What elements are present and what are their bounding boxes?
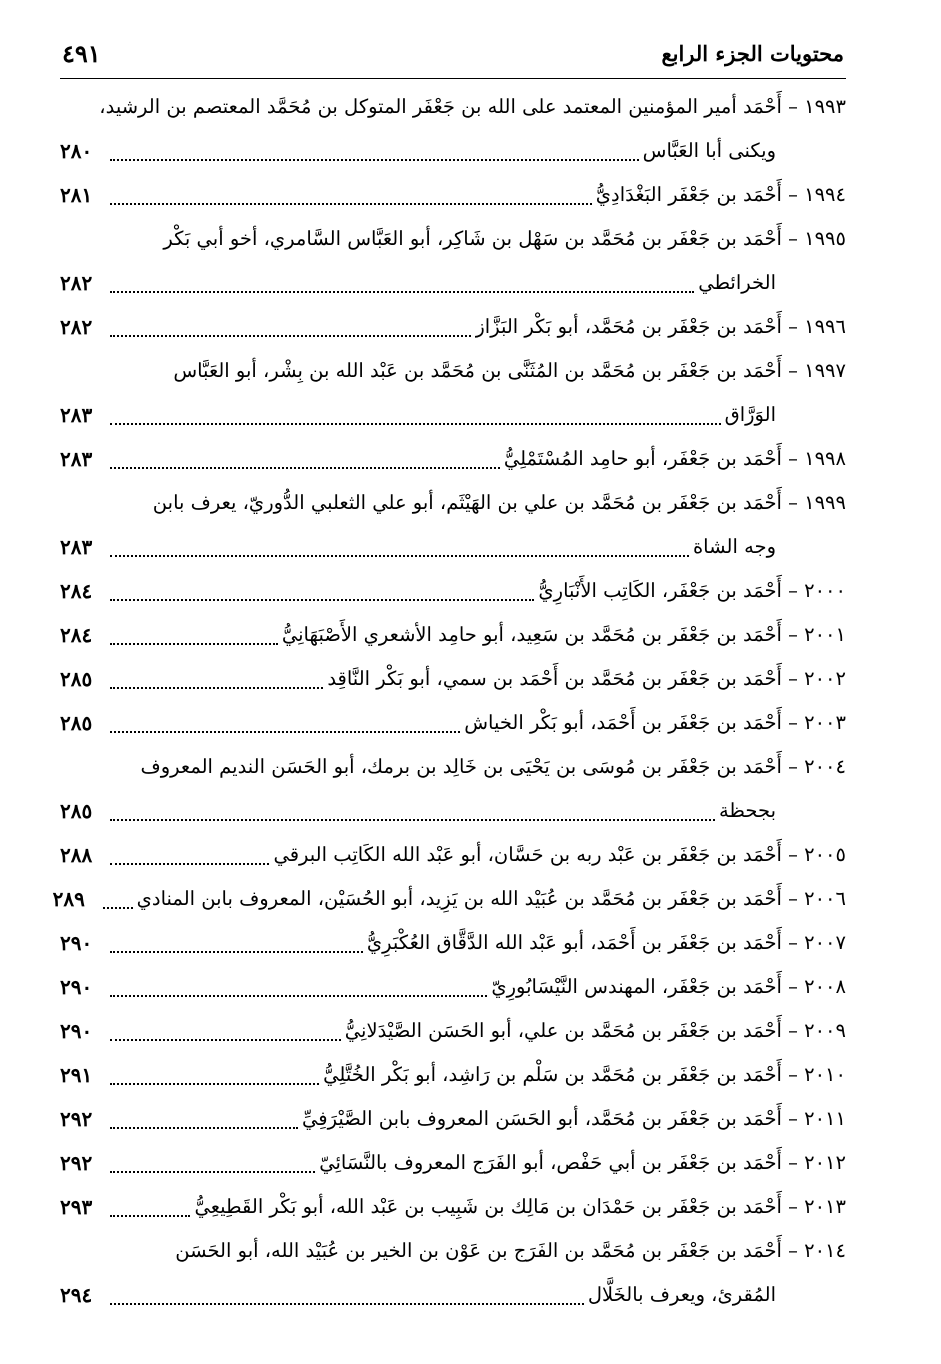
- toc-entry-text: وجه الشاة: [692, 535, 776, 558]
- dot-leader: [110, 863, 269, 865]
- toc-entry-line: [60, 437, 846, 481]
- toc-entry-page: ٢٩٠: [60, 975, 93, 999]
- dot-leader: [110, 599, 534, 601]
- toc-entry-line: [60, 173, 846, 217]
- header-title: محتويات الجزء الرابع: [661, 40, 844, 66]
- toc-entry: [60, 833, 846, 877]
- toc-entry-text: ٢٠٠٢ – أَحْمَد بن جَعْفَر بن مُحَمَّد بن أَحْمَد بن سمي، أبو بَكْر النَّاقِد: [327, 667, 846, 690]
- toc-entry-page: ٢٩١: [60, 1063, 93, 1087]
- toc-entry-page: ٢٨٤: [60, 623, 93, 647]
- toc-entry-line: [60, 1273, 846, 1317]
- dot-leader: [110, 423, 721, 425]
- toc-entry-text: الخرائطي: [698, 271, 776, 294]
- toc-entry-line: [60, 1097, 846, 1141]
- toc-entry-line: [60, 701, 846, 745]
- toc-entry: [60, 1009, 846, 1053]
- toc-entry-page: ٢٨٢: [60, 271, 93, 295]
- toc-entries: [52, 85, 846, 1317]
- dot-leader: [110, 1303, 584, 1305]
- toc-entry-page: ٢٨٥: [60, 667, 93, 691]
- toc-entry: [60, 1185, 846, 1229]
- toc-entry-page: ٢٨١: [60, 183, 93, 207]
- dot-leader: [110, 819, 715, 821]
- toc-entry-page: ٢٨٣: [60, 447, 93, 471]
- toc-entry-page: ٢٩٢: [60, 1151, 93, 1175]
- toc-entry-line: [60, 657, 846, 701]
- toc-entry-first-line: ٢٠٠٤ – أَحْمَد بن جَعْفَر بن مُوسَى بن يَحْيَى بن خَالِد بن برمك، أبو الحَسَن النديم المعروف: [140, 755, 846, 778]
- dot-leader: [110, 467, 500, 469]
- toc-entry-text: ١٩٩٦ – أَحْمَد بن جَعْفَر بن مُحَمَّد، أبو بَكْر البَزَّاز: [475, 315, 846, 338]
- toc-entry-text: ٢٠٠٦ – أَحْمَد بن جَعْفَر بن مُحَمَّد بن عُبَيْد الله بن يَزِيد، أبو الحُسَيْن، المعروف بابن المنادي: [136, 887, 846, 910]
- dot-leader: [110, 555, 689, 557]
- toc-entry: [60, 569, 846, 613]
- dot-leader: [103, 907, 133, 909]
- toc-entry-page: ٢٨٩: [52, 887, 85, 911]
- toc-entry-page: ٢٨٠: [60, 139, 93, 163]
- toc-entry: [60, 1053, 846, 1097]
- toc-entry: [60, 965, 846, 1009]
- toc-entry-line: [60, 921, 846, 965]
- toc-entry: [60, 657, 846, 701]
- toc-entry: [60, 921, 846, 965]
- toc-entry: [60, 1141, 846, 1185]
- toc-entry-text: الوَرَّاق: [724, 403, 776, 426]
- toc-entry-text: ٢٠٠١ – أَحْمَد بن جَعْفَر بن مُحَمَّد بن سَعِيد، أبو حامِد الأشعري الأَصْبَهَانِيُّ: [281, 623, 846, 646]
- toc-entry-first-line: ٢٠١٤ – أَحْمَد بن جَعْفَر بن مُحَمَّد بن الفَرَج بن عَوْن بن الخير بن عُبَيْد الله، أبو الحَسَن: [175, 1239, 846, 1262]
- dot-leader: [110, 159, 639, 161]
- dot-leader: [110, 1171, 315, 1173]
- header-page-number: ٤٩١: [62, 38, 101, 68]
- toc-entry-text: المُقرئ، ويعرف بالخَلَّال: [587, 1283, 776, 1306]
- toc-entry-line: [60, 833, 846, 877]
- toc-entry: [60, 701, 846, 745]
- toc-entry: [60, 1229, 846, 1317]
- dot-leader: [110, 203, 592, 205]
- toc-entry-text: ٢٠١٢ – أَحْمَد بن جَعْفَر بن أبي حَفْص، أبو الفَرَج المعروف بالنَّسَائِيّ: [319, 1151, 846, 1174]
- toc-entry-line: [60, 305, 846, 349]
- dot-leader: [110, 1215, 190, 1217]
- toc-entry-text: ويكنى أبا العَبَّاس: [642, 139, 776, 162]
- toc-entry-line: [60, 393, 846, 437]
- toc-entry: [60, 1097, 846, 1141]
- document-page: [52, 28, 846, 1317]
- toc-entry-line: [52, 877, 846, 921]
- toc-entry-first-line: ١٩٩٧ – أَحْمَد بن جَعْفَر بن مُحَمَّد بن المُثَنَّى بن مُحَمَّد بن عَبْد الله بن بِشْر، أبو العَبَّاس: [173, 359, 846, 382]
- toc-entry-text: ٢٠٠٧ – أَحْمَد بن جَعْفَر بن أَحْمَد، أبو عَبْد الله الدَّقَّاق العُكْبَرِيُّ: [366, 931, 846, 954]
- dot-leader: [110, 643, 278, 645]
- toc-entry-text: ٢٠٠٣ – أَحْمَد بن جَعْفَر بن أَحْمَد، أبو بَكْر الخياش: [464, 711, 846, 734]
- toc-entry-text: ٢٠١٠ – أَحْمَد بن جَعْفَر بن مُحَمَّد بن سَلْم بن رَاشِد، أبو بَكْر الخُتَّلِيُّ: [323, 1063, 846, 1086]
- dot-leader: [110, 687, 323, 689]
- toc-entry-first-line: ١٩٩٩ – أَحْمَد بن جَعْفَر بن مُحَمَّد بن علي بن الهَيْثَم، أبو علي الثعلبي الدُّوريّ، يعرف بابن: [152, 491, 846, 514]
- dot-leader: [110, 291, 694, 293]
- toc-entry-line: [60, 1185, 846, 1229]
- toc-entry-page: ٢٩٤: [60, 1283, 93, 1307]
- toc-entry-line: [60, 1053, 846, 1097]
- toc-entry-page: ٢٨٤: [60, 579, 93, 603]
- toc-entry-line: [60, 965, 846, 1009]
- toc-entry-page: ٢٨٥: [60, 711, 93, 735]
- toc-entry-line: [60, 569, 846, 613]
- dot-leader: [110, 731, 460, 733]
- toc-entry-text: ٢٠٠٨ – أَحْمَد بن جَعْفَر، المهندس النَّيْسَابُورِيّ: [491, 975, 846, 998]
- toc-entry-line: [60, 261, 846, 305]
- dot-leader: [110, 1039, 341, 1041]
- toc-entry-page: ٢٩٠: [60, 1019, 93, 1043]
- toc-entry-text: ١٩٩٤ – أَحْمَد بن جَعْفَر البَغْدَادِيُّ: [595, 183, 846, 206]
- toc-entry-line: [60, 1141, 846, 1185]
- toc-entry-text: ٢٠٠٩ – أَحْمَد بن جَعْفَر بن مُحَمَّد بن علي، أبو الحَسَن الصَّيْدَلانِيُّ: [344, 1019, 846, 1042]
- toc-entry-line: [60, 613, 846, 657]
- dot-leader: [110, 1083, 319, 1085]
- dot-leader: [110, 951, 363, 953]
- toc-entry-text: ١٩٩٨ – أَحْمَد بن جَعْفَر، أبو حامِد المُسْتَمْلِيُّ: [503, 447, 846, 470]
- toc-entry-first-line: ١٩٩٣ – أَحْمَد أمير المؤمنين المعتمد على الله بن جَعْفَر المتوكل بن مُحَمَّد المعتصم بن الرشيد،: [99, 95, 846, 118]
- toc-entry-text: ٢٠٠٥ – أَحْمَد بن جَعْفَر بن عَبْد ربه بن حَسَّان، أبو عَبْد الله الكَاتِب البرقي: [273, 843, 846, 866]
- toc-entry-page: ٢٩٠: [60, 931, 93, 955]
- toc-entry-page: ٢٨٨: [60, 843, 93, 867]
- toc-entry-line: [60, 525, 846, 569]
- toc-entry-text: ٢٠١١ – أَحْمَد بن جَعْفَر بن مُحَمَّد، أبو الحَسَن المعروف بابن الصَّيْرَفِيِّ: [302, 1107, 846, 1130]
- dot-leader: [110, 335, 471, 337]
- toc-entry-page: ٢٩٢: [60, 1107, 93, 1131]
- toc-entry-line: [60, 129, 846, 173]
- toc-entry-page: ٢٩٣: [60, 1195, 93, 1219]
- toc-entry: [60, 305, 846, 349]
- dot-leader: [110, 995, 487, 997]
- toc-entry: [60, 349, 846, 437]
- toc-entry: [52, 877, 846, 921]
- toc-entry: [60, 437, 846, 481]
- toc-entry: [60, 481, 846, 569]
- toc-entry-text: ٢٠١٣ – أَحْمَد بن جَعْفَر بن حَمْدَان بن مَالِك بن شَبِيب بن عَبْد الله، أبو بَكْر القَطِيعِيُّ: [194, 1195, 846, 1218]
- toc-entry-page: ٢٨٣: [60, 403, 93, 427]
- toc-entry-text: بجحظة: [718, 799, 776, 822]
- running-header: [60, 28, 846, 79]
- toc-entry-page: ٢٨٥: [60, 799, 93, 823]
- toc-entry-text: ٢٠٠٠ – أَحْمَد بن جَعْفَر، الكَاتِب الأَنْبَارِيُّ: [538, 579, 846, 602]
- toc-entry-first-line: ١٩٩٥ – أَحْمَد بن جَعْفَر بن مُحَمَّد بن سَهْل بن شَاكِر، أبو العَبَّاس السَّامري، أخو أبي بَكْر: [163, 227, 846, 250]
- toc-entry-page: ٢٨٣: [60, 535, 93, 559]
- toc-entry-line: [60, 789, 846, 833]
- toc-entry: [60, 173, 846, 217]
- toc-entry: [60, 613, 846, 657]
- toc-entry: [60, 217, 846, 305]
- toc-entry-page: ٢٨٢: [60, 315, 93, 339]
- dot-leader: [110, 1127, 298, 1129]
- toc-entry: [60, 85, 846, 173]
- toc-entry: [60, 745, 846, 833]
- toc-entry-line: [60, 1009, 846, 1053]
